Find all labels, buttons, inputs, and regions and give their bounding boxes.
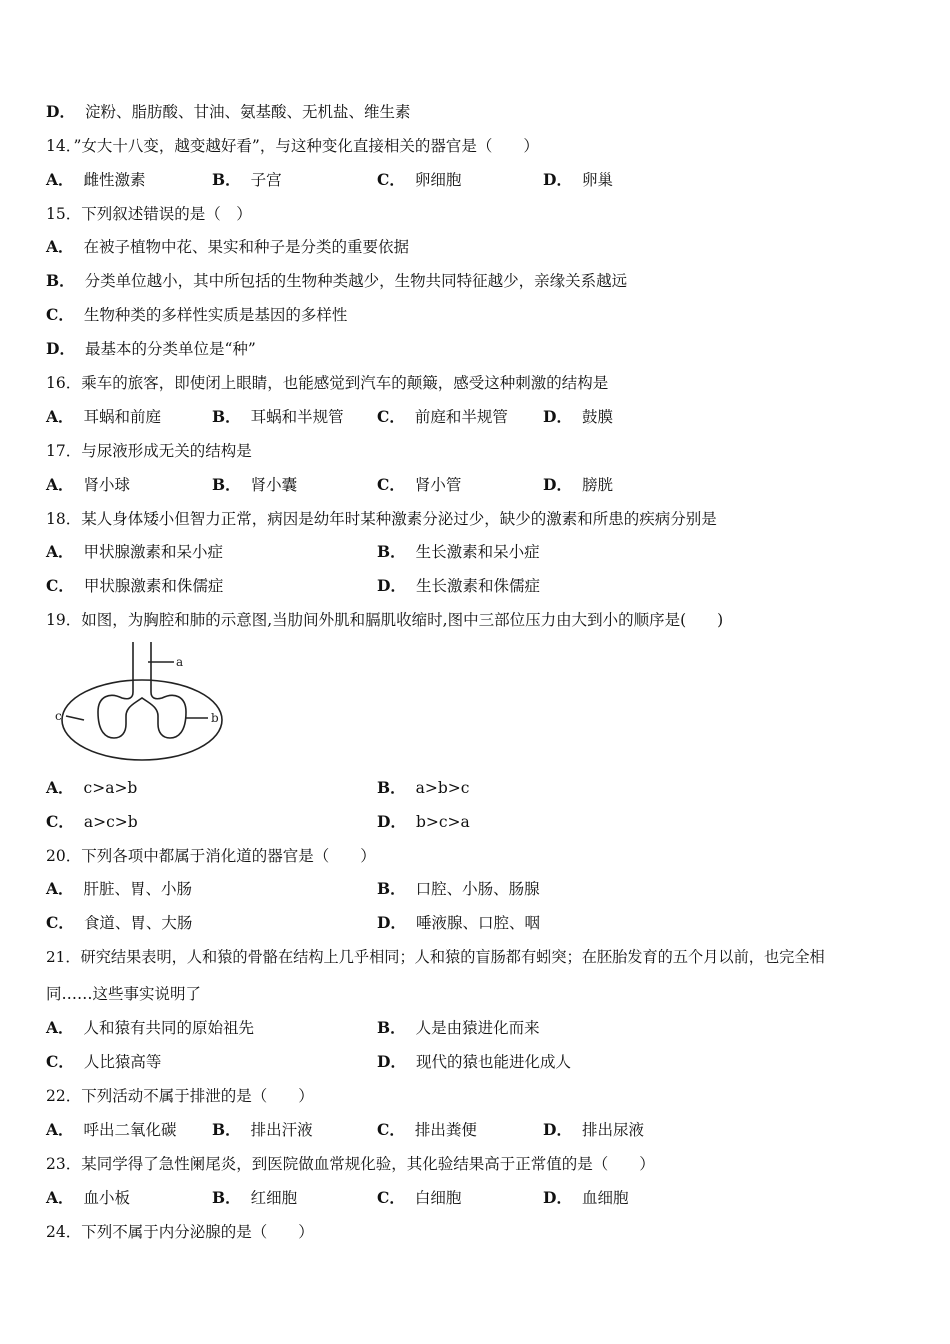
option-text: 最基本的分类单位是“种” <box>84 340 256 358</box>
option-text: 前庭和半规管 <box>414 408 508 426</box>
q20-stem: 20．下列各项中都属于消化道的器官是（ ） <box>46 847 376 865</box>
q18-option-a <box>46 542 223 562</box>
option-label: D． <box>543 1188 572 1207</box>
option-label: C． <box>46 305 74 324</box>
option-label: C． <box>46 576 74 595</box>
option-text: 淀粉、脂肪酸、甘油、氨基酸、无机盐、维生素 <box>84 103 411 121</box>
q14-stem: 14．”女大十八变，越变越好看”，与这种变化直接相关的器官是（ ） <box>46 137 539 155</box>
option-text: 人比猿高等 <box>83 1053 162 1071</box>
label-c-pointer <box>66 716 84 720</box>
option-label: D． <box>377 913 406 932</box>
q22-stem: 22．下列活动不属于排泄的是（ ） <box>46 1087 314 1105</box>
option-text: 肾小囊 <box>250 476 298 494</box>
option-label: B． <box>377 542 406 561</box>
option-label: A． <box>46 1018 74 1037</box>
q21-stem-line1: 21．研究结果表明，人和猿的骨骼在结构上几乎相同；人和猿的盲肠都有蚓突；在胚胎发育的五个月以前，也完全相 <box>46 948 825 966</box>
q17-option-b <box>212 475 297 495</box>
q20-option-d <box>377 913 540 933</box>
option-label: A． <box>46 475 74 494</box>
option-text: 耳蜗和前庭 <box>83 408 162 426</box>
q19-option-b <box>377 778 469 798</box>
option-text: 现代的猿也能进化成人 <box>415 1053 571 1071</box>
option-text: 卵细胞 <box>414 171 462 189</box>
option-text: 血细胞 <box>581 1189 629 1207</box>
option-label: D． <box>543 475 572 494</box>
option-label: D． <box>543 170 572 189</box>
q23-stem: 23．某同学得了急性阑尾炎，到医院做血常规化验，其化验结果高于正常值的是（ ） <box>46 1155 655 1173</box>
q21-option-d <box>377 1052 571 1072</box>
q14-option-b <box>212 170 282 190</box>
option-text: 唾液腺、口腔、咽 <box>415 914 540 932</box>
option-label: A． <box>46 237 74 256</box>
q22-option-d <box>543 1120 644 1140</box>
q16-option-a <box>46 407 161 427</box>
figure-label-b: b <box>211 711 219 725</box>
option-label: B． <box>212 1120 241 1139</box>
option-label: A． <box>46 170 74 189</box>
q18-stem: 18．某人身体矮小但智力正常，病因是幼年时某种激素分泌过少，缺少的激素和所患的疾病分别是 <box>46 510 717 528</box>
option-text: a>c>b <box>83 813 138 831</box>
chest-lung-diagram <box>50 640 240 765</box>
option-text: 排出粪便 <box>414 1121 477 1139</box>
figure-label-a: a <box>176 655 184 669</box>
q19-stem: 19．如图，为胸腔和肺的示意图,当肋间外肌和膈肌收缩时,图中三部位压力由大到小的顺序是( ) <box>46 611 724 629</box>
option-text: 生长激素和侏儒症 <box>415 577 540 595</box>
q16-stem: 16．乘车的旅客，即使闭上眼睛，也能感觉到汽车的颠簸，感受这种刺激的结构是 <box>46 374 609 392</box>
option-label: B． <box>377 778 406 797</box>
q14-option-a <box>46 170 146 190</box>
option-text: 耳蜗和半规管 <box>250 408 344 426</box>
q17-option-a <box>46 475 130 495</box>
q18-option-d <box>377 576 540 596</box>
option-label: C． <box>46 812 74 831</box>
option-text: 分类单位越小，其中所包括的生物种类越少，生物共同特征越少，亲缘关系越远 <box>84 272 628 290</box>
option-label: A． <box>46 407 74 426</box>
q21-option-b <box>377 1018 540 1038</box>
option-label: B． <box>212 475 241 494</box>
figure-label-c: c <box>55 709 62 723</box>
q20-option-c <box>46 913 192 933</box>
q18-option-c <box>46 576 223 596</box>
option-text: 甲状腺激素和侏儒症 <box>83 577 224 595</box>
option-text: 肝脏、胃、小肠 <box>83 880 193 898</box>
q16-option-d <box>543 407 613 427</box>
option-text: 膀胱 <box>581 476 613 494</box>
q22-option-c <box>377 1120 477 1140</box>
option-text: a>b>c <box>415 779 470 797</box>
q18-option-b <box>377 542 540 562</box>
option-text: 在被子植物中花、果实和种子是分类的重要依据 <box>83 238 410 256</box>
option-text: 卵巢 <box>581 171 613 189</box>
q23-option-c <box>377 1188 461 1208</box>
option-label: C． <box>46 913 74 932</box>
q22-option-a <box>46 1120 177 1140</box>
option-label: A． <box>46 778 74 797</box>
option-label: C． <box>377 475 405 494</box>
option-label: A． <box>46 1188 74 1207</box>
q15-stem: 15．下列叙述错误的是（ ） <box>46 205 252 223</box>
q20-option-b <box>377 879 540 899</box>
option-label: C． <box>377 1188 405 1207</box>
option-label: B． <box>212 1188 241 1207</box>
q15-option-c <box>46 305 347 325</box>
option-label: D． <box>377 1052 406 1071</box>
option-label: D． <box>543 407 572 426</box>
q14-option-d <box>543 170 613 190</box>
option-text: 红细胞 <box>250 1189 298 1207</box>
q20-option-a <box>46 879 192 899</box>
option-label: B． <box>377 1018 406 1037</box>
q21-stem-line2: 同……这些事实说明了 <box>46 985 202 1003</box>
q22-option-b <box>212 1120 313 1140</box>
q17-stem: 17．与尿液形成无关的结构是 <box>46 442 252 460</box>
trachea-and-lungs <box>98 642 186 738</box>
q15-option-a <box>46 237 409 257</box>
option-text: 生长激素和呆小症 <box>415 543 540 561</box>
q21-option-a <box>46 1018 254 1038</box>
option-text: 肾小管 <box>414 476 462 494</box>
option-text: 口腔、小肠、肠腺 <box>415 880 540 898</box>
q23-option-d <box>543 1188 628 1208</box>
option-text: 排出尿液 <box>581 1121 644 1139</box>
q24-stem: 24．下列不属于内分泌腺的是（ ） <box>46 1223 314 1241</box>
q19-option-d <box>377 812 470 832</box>
q17-option-d <box>543 475 613 495</box>
option-text: 肾小球 <box>83 476 131 494</box>
option-label: C． <box>377 407 405 426</box>
option-label: B． <box>212 407 241 426</box>
option-label: D． <box>46 102 75 121</box>
q13-option-d <box>46 102 410 122</box>
q23-option-a <box>46 1188 130 1208</box>
option-text: b>c>a <box>415 813 470 831</box>
q19-option-a <box>46 778 137 798</box>
q16-option-c <box>377 407 508 427</box>
option-label: A． <box>46 879 74 898</box>
option-text: 生物种类的多样性实质是基因的多样性 <box>83 306 348 324</box>
option-text: 人和猿有共同的原始祖先 <box>83 1019 255 1037</box>
option-label: C． <box>377 170 405 189</box>
q21-option-c <box>46 1052 161 1072</box>
option-label: D． <box>543 1120 572 1139</box>
option-text: 血小板 <box>83 1189 131 1207</box>
chest-cavity-outline <box>62 680 222 760</box>
option-label: C． <box>46 1052 74 1071</box>
q19-option-c <box>46 812 138 832</box>
option-text: 甲状腺激素和呆小症 <box>83 543 224 561</box>
option-label: A． <box>46 1120 74 1139</box>
option-label: B． <box>212 170 241 189</box>
option-text: 鼓膜 <box>581 408 613 426</box>
q14-option-c <box>377 170 461 190</box>
q15-option-d <box>46 339 256 359</box>
option-text: 呼出二氧化碳 <box>83 1121 177 1139</box>
option-text: 子宫 <box>250 171 282 189</box>
q23-option-b <box>212 1188 297 1208</box>
option-label: D． <box>377 812 406 831</box>
option-text: 白细胞 <box>414 1189 462 1207</box>
option-text: c>a>b <box>83 779 138 797</box>
q16-option-b <box>212 407 344 427</box>
option-label: A． <box>46 542 74 561</box>
option-text: 排出汗液 <box>250 1121 313 1139</box>
q17-option-c <box>377 475 461 495</box>
q15-option-b <box>46 271 627 291</box>
option-text: 食道、胃、大肠 <box>83 914 193 932</box>
option-label: B． <box>377 879 406 898</box>
option-label: D． <box>46 339 75 358</box>
option-label: D． <box>377 576 406 595</box>
option-text: 人是由猿进化而来 <box>415 1019 540 1037</box>
option-text: 雌性激素 <box>83 171 146 189</box>
option-label: C． <box>377 1120 405 1139</box>
option-label: B． <box>46 271 75 290</box>
